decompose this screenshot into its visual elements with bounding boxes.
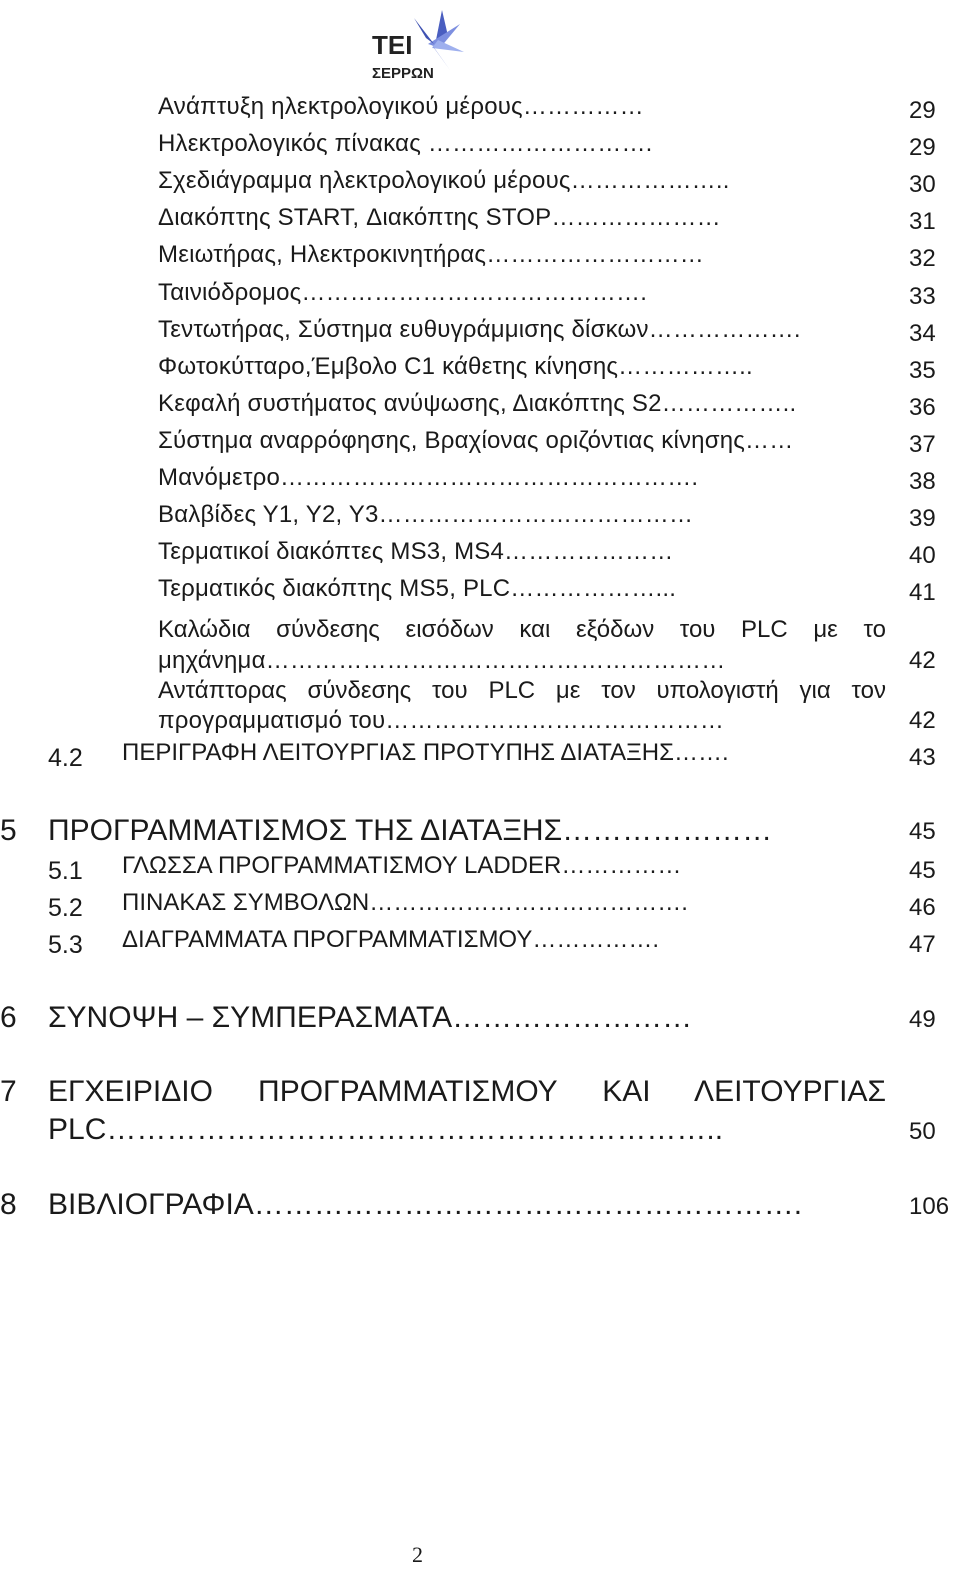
toc-entry-text: Ανάπτυξη ηλεκτρολογικού μέρους……………: [158, 93, 644, 120]
section-number: 5.2: [48, 894, 83, 922]
toc-entry-page: 29: [909, 134, 936, 161]
toc-entry-text: Καλώδια σύνδεσης εισόδων και εξόδων του PLC με το: [158, 616, 886, 643]
chapter-page: 49: [909, 1006, 936, 1033]
section-page: 43: [909, 744, 936, 771]
tei-serron-logo: [366, 4, 476, 84]
chapter-title-continued: PLC……………………………………………………..: [48, 1113, 724, 1146]
section-title: ΓΛΩΣΣΑ ΠΡΟΓΡΑΜΜΑΤΙΣΜΟΥ LADDER……………: [122, 852, 682, 879]
toc-entry-page: 42: [909, 647, 936, 674]
toc-entry-text: Μανόμετρο…………………………………………….: [158, 464, 699, 491]
chapter-number: 7: [0, 1075, 17, 1108]
section-number: 4.2: [48, 744, 83, 772]
toc-entry-page: 34: [909, 320, 936, 347]
toc-entry-text: Τερματικοί διακόπτες MS3, MS4…………………: [158, 538, 674, 565]
logo-text-tei: TEI: [372, 30, 413, 60]
section-title: ΠΙΝΑΚΑΣ ΣΥΜΒΟΛΩΝ………………………………….: [122, 889, 688, 916]
toc-entry-text-continued: προγραμματισμό του……………………………………: [158, 707, 725, 734]
toc-entry-text: Σχεδιάγραμμα ηλεκτρολογικού μέρους………………..: [158, 167, 730, 194]
toc-entry-text: Διακόπτης START, Διακόπτης STOP…………………: [158, 204, 721, 231]
toc-entry-page: 30: [909, 171, 936, 198]
toc-entry-page: 35: [909, 357, 936, 384]
logo-star-icon: [414, 10, 464, 70]
toc-entry-text: Σύστημα αναρρόφησης, Βραχίονας οριζόντιας κίνησης……: [158, 427, 794, 454]
chapter-page: 45: [909, 818, 936, 845]
toc-entry-page: 42: [909, 707, 936, 734]
chapter-page: 106: [909, 1193, 950, 1220]
chapter-number: 6: [0, 1001, 17, 1034]
logo-text-serron: ΣΕΡΡΩΝ: [372, 65, 434, 82]
section-page: 46: [909, 894, 936, 921]
chapter-title: ΕΓΧΕΙΡΙΔΙΟ ΠΡΟΓΡΑΜΜΑΤΙΣΜΟΥ ΚΑΙ ΛΕΙΤΟΥΡΓΙΑΣ: [48, 1075, 886, 1108]
toc-entry-text: Τεντωτήρας, Σύστημα ευθυγράμμισης δίσκων……………….: [158, 316, 801, 343]
toc-entry-page: 29: [909, 97, 936, 124]
toc-entry-page: 31: [909, 208, 936, 235]
page-number: 2: [412, 1542, 423, 1567]
toc-entry-text: Ηλεκτρολογικός πίνακας ……………………….: [158, 130, 653, 157]
section-number: 5.1: [48, 857, 83, 885]
chapter-number: 5: [0, 814, 17, 847]
chapter-page: 50: [909, 1118, 936, 1145]
chapter-number: 8: [0, 1188, 17, 1221]
section-page: 47: [909, 931, 936, 958]
chapter-title: ΠΡΟΓΡΑΜΜΑΤΙΣΜΟΣ ΤΗΣ ΔΙΑΤΑΞΗΣ…………………: [48, 814, 773, 847]
section-title: ΔΙΑΓΡΑΜΜΑΤΑ ΠΡΟΓΡΑΜΜΑΤΙΣΜΟΥ…………….: [122, 926, 659, 953]
chapter-title: ΣΥΝΟΨΗ – ΣΥΜΠΕΡΑΣΜΑΤΑ……………………: [48, 1001, 693, 1034]
toc-entry-text: Μειωτήρας, Ηλεκτροκινητήρας………………………: [158, 241, 704, 268]
toc-entry-page: 39: [909, 505, 936, 532]
toc-entry-text-continued: μηχάνημα…………………………………………………: [158, 647, 726, 674]
toc-entry-page: 40: [909, 542, 936, 569]
toc-entry-text: Ταινιόδρομος…………………………………….: [158, 279, 648, 306]
toc-entry-text: Φωτοκύτταρο,Έμβολο C1 κάθετης κίνησης……………..: [158, 353, 753, 380]
toc-entry-text: Αντάπτορας σύνδεσης του PLC με τον υπολογιστή για τον: [158, 677, 886, 704]
section-page: 45: [909, 857, 936, 884]
toc-entry-text: Κεφαλή συστήματος ανύψωσης, Διακόπτης S2……………..: [158, 390, 797, 417]
toc-entry-page: 41: [909, 579, 936, 606]
toc-entry-text: Βαλβίδες Υ1, Υ2, Υ3…………………………………: [158, 501, 694, 528]
section-number: 5.3: [48, 931, 83, 959]
section-title: ΠΕΡΙΓΡΑΦΗ ΛΕΙΤΟΥΡΓΙΑΣ ΠΡΟΤΥΠΗΣ ΔΙΑΤΑΞΗΣ…….: [122, 739, 729, 766]
toc-entry-page: 32: [909, 245, 936, 272]
chapter-title: ΒΙΒΛΙΟΓΡΑΦΙΑ……………………………………………….: [48, 1188, 803, 1221]
toc-entry-page: 37: [909, 431, 936, 458]
toc-entry-page: 36: [909, 394, 936, 421]
toc-entry-page: 38: [909, 468, 936, 495]
toc-entry-page: 33: [909, 283, 936, 310]
toc-entry-text: Τερματικός διακόπτης MS5, PLC………………...: [158, 575, 677, 602]
